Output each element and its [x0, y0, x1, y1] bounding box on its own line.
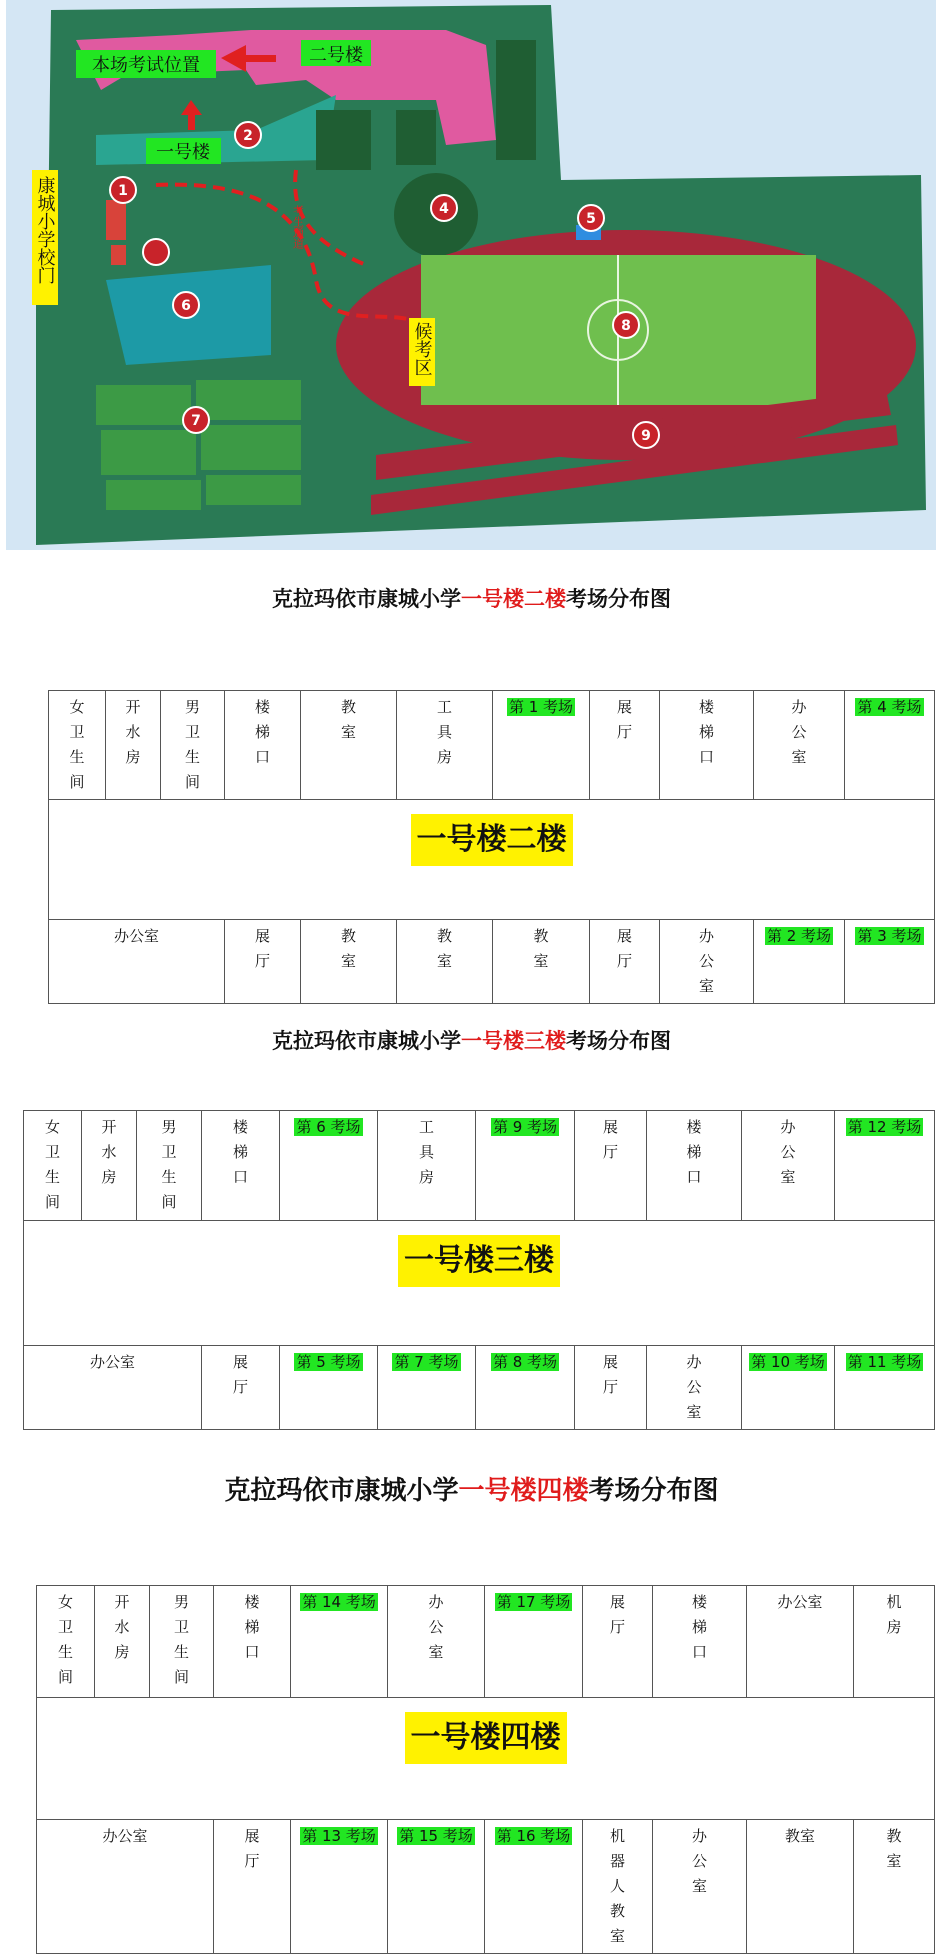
room-bottom-1: 办公室 [49, 920, 225, 1004]
room-bottom-6: 机 器 人 教 室 [583, 1820, 653, 1954]
floor4-title [0, 1470, 943, 1507]
floor3-corridor-label: 一号楼三楼 [398, 1235, 560, 1287]
room-top-4: 楼 梯 口 [202, 1111, 280, 1221]
room-top-1: 女 卫 生 间 [49, 691, 106, 800]
floor2-plan [48, 690, 935, 1004]
room-top-5: 第 6 考场 [280, 1111, 378, 1221]
marker-2-label: 2 [243, 128, 253, 144]
floor2-title-prefix: 克拉玛依市康城小学 [272, 587, 461, 611]
room-top-3: 男 卫 生 间 [150, 1586, 214, 1698]
room-bottom-5: 第 16 考场 [485, 1820, 583, 1954]
building-2-label: 二号楼 [309, 45, 363, 66]
exam-location-label: 本场考试位置 [92, 55, 200, 76]
room-top-9: 楼 梯 口 [647, 1111, 742, 1221]
room-bottom-3: 教 室 [301, 920, 397, 1004]
room-bottom-8: 第 10 考场 [742, 1346, 835, 1430]
room-bottom-5: 第 8 考场 [476, 1346, 575, 1430]
room-bottom-9: 第 11 考场 [835, 1346, 935, 1430]
room-bottom-1: 办公室 [37, 1820, 214, 1954]
room-bottom-1: 办公室 [24, 1346, 202, 1430]
room-top-5: 第 14 考场 [291, 1586, 388, 1698]
room-top-9: 楼 梯 口 [653, 1586, 747, 1698]
floor3-title [0, 1025, 943, 1055]
floor2-title-suffix: 考场分布图 [566, 587, 671, 611]
room-bottom-6: 展 厅 [575, 1346, 647, 1430]
room-bottom-9: 第 3 考场 [845, 920, 935, 1004]
room-top-11: 第 4 考场 [845, 691, 935, 800]
room-top-6: 工 具 房 [378, 1111, 476, 1221]
room-bottom-8: 第 2 考场 [754, 920, 845, 1004]
floor3-title-suffix: 考场分布图 [566, 1029, 671, 1053]
room-bottom-4: 第 15 考场 [388, 1820, 485, 1954]
room-bottom-4: 教 室 [397, 920, 493, 1004]
room-top-5: 教 室 [301, 691, 397, 800]
marker-1-label: 1 [118, 183, 128, 199]
room-bottom-7: 办 公 室 [660, 920, 754, 1004]
room-bottom-5: 教 室 [493, 920, 590, 1004]
floor2-corridor-label: 一号楼二楼 [411, 814, 573, 866]
room-bottom-3: 第 5 考场 [280, 1346, 378, 1430]
room-bottom-6: 展 厅 [590, 920, 660, 1004]
floor3-title-highlight: 一号楼三楼 [461, 1029, 566, 1053]
room-bottom-2: 展 厅 [225, 920, 301, 1004]
room-top-2: 开 水 房 [106, 691, 161, 800]
room-bottom-3: 第 13 考场 [291, 1820, 388, 1954]
floor4-title-suffix: 考场分布图 [588, 1476, 719, 1506]
floor4-corridor-label: 一号楼四楼 [405, 1712, 567, 1764]
floor3-corridor [24, 1221, 935, 1346]
room-top-3: 男 卫 生 间 [137, 1111, 202, 1221]
room-top-11: 机 房 [854, 1586, 935, 1698]
room-top-7: 第 9 考场 [476, 1111, 575, 1221]
room-bottom-7: 办 公 室 [647, 1346, 742, 1430]
room-top-6: 办 公 室 [388, 1586, 485, 1698]
floor3-plan [23, 1110, 935, 1430]
room-top-6: 工 具 房 [397, 691, 493, 800]
room-top-8: 展 厅 [590, 691, 660, 800]
room-top-2: 开 水 房 [95, 1586, 150, 1698]
marker-5-label: 5 [586, 211, 596, 227]
room-top-3: 男 卫 生 间 [161, 691, 225, 800]
building-1-label: 一号楼 [156, 142, 210, 163]
room-top-8: 展 厅 [583, 1586, 653, 1698]
floor2-title [0, 583, 943, 613]
campus-site-map [6, 0, 936, 550]
marker-7-label: 7 [191, 413, 201, 429]
room-top-2: 开 水 房 [82, 1111, 137, 1221]
room-top-4: 楼 梯 口 [214, 1586, 291, 1698]
room-top-7: 第 1 考场 [493, 691, 590, 800]
room-bottom-4: 第 7 考场 [378, 1346, 476, 1430]
room-top-4: 楼 梯 口 [225, 691, 301, 800]
room-top-9: 楼 梯 口 [660, 691, 754, 800]
room-bottom-7: 办 公 室 [653, 1820, 747, 1954]
room-bottom-8: 教室 [747, 1820, 854, 1954]
room-top-10: 办 公 室 [742, 1111, 835, 1221]
room-top-7: 第 17 考场 [485, 1586, 583, 1698]
room-top-10: 办 公 室 [754, 691, 845, 800]
floor4-corridor [37, 1698, 935, 1820]
floor2-title-highlight: 一号楼二楼 [461, 587, 566, 611]
marker-4-label: 4 [439, 201, 449, 217]
marker-8-label: 8 [621, 318, 631, 334]
room-bottom-9: 教 室 [854, 1820, 935, 1954]
floor2-corridor [49, 800, 935, 920]
floor4-title-highlight: 一号楼四楼 [458, 1476, 589, 1506]
room-bottom-2: 展 厅 [202, 1346, 280, 1430]
floor4-title-prefix: 克拉玛依市康城小学 [224, 1476, 459, 1506]
exam-route-label: 考生通道 [291, 205, 305, 249]
marker-6-label: 6 [181, 298, 191, 314]
room-top-1: 女 卫 生 间 [24, 1111, 82, 1221]
restroom-marker [143, 239, 169, 265]
school-gate-label: 康城小学校门 [34, 176, 56, 284]
room-top-10: 办公室 [747, 1586, 854, 1698]
marker-9-label: 9 [641, 428, 651, 444]
room-bottom-2: 展 厅 [214, 1820, 291, 1954]
floor4-plan [36, 1585, 935, 1954]
room-top-11: 第 12 考场 [835, 1111, 935, 1221]
floor3-title-prefix: 克拉玛依市康城小学 [272, 1029, 461, 1053]
room-top-8: 展 厅 [575, 1111, 647, 1221]
waiting-area-label: 候考区 [411, 322, 433, 376]
room-top-1: 女 卫 生 间 [37, 1586, 95, 1698]
